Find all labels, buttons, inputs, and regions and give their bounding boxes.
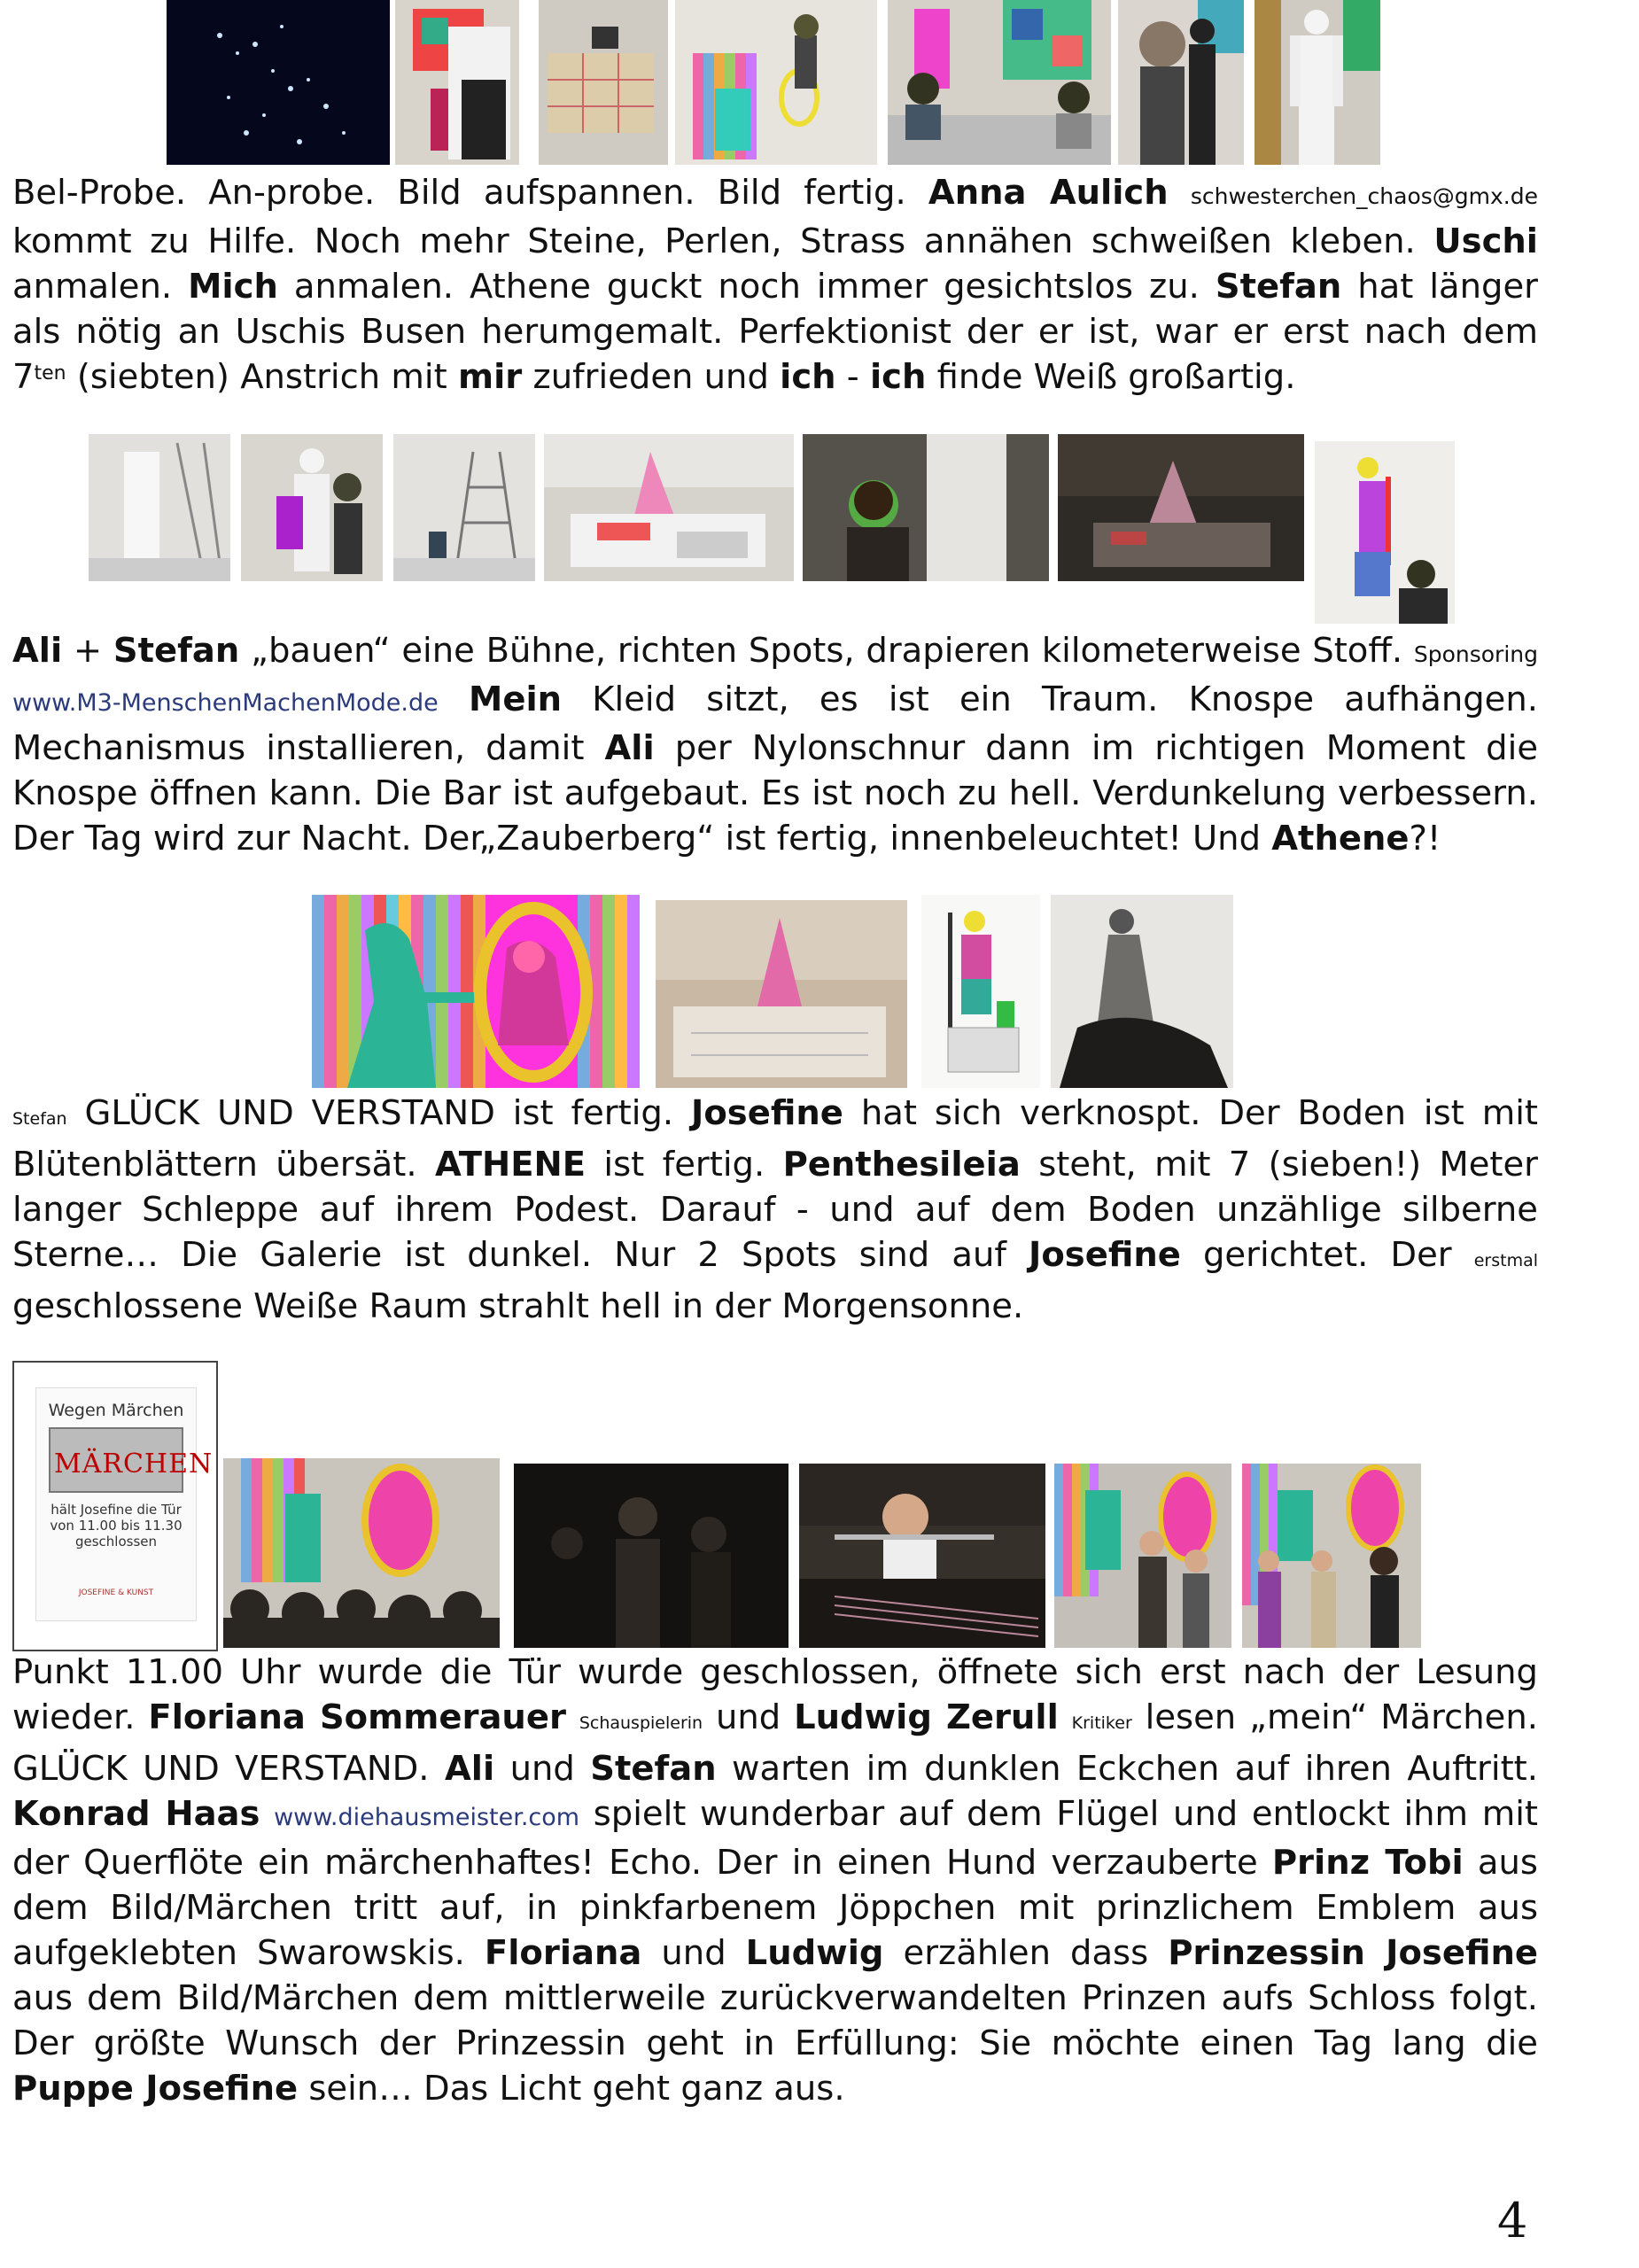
- text-p3-s1: GLÜCK UND VERSTAND ist fertig.: [66, 1093, 692, 1133]
- poster-line-1: hält Josefine die Tür: [50, 1502, 182, 1518]
- poster-title: Wegen Märchen: [48, 1401, 184, 1420]
- name-josefine-2: Josefine: [1029, 1235, 1181, 1275]
- text-p4-s8: und: [641, 1933, 746, 1973]
- text-p4-s3: lesen „mein“ Märchen. GLÜCK UND VERSTAND.: [12, 1697, 1538, 1789]
- text-p1-s6: (siebten) Anstrich mit: [66, 357, 458, 397]
- photo-finished-painting: [675, 0, 877, 165]
- name-stefan-3: Stefan: [590, 1749, 717, 1789]
- poster-image-text: MÄRCHEN: [54, 1449, 214, 1480]
- poster-logo: JOSEFINE & KUNST: [78, 1588, 154, 1597]
- name-uschi: Uschi: [1433, 221, 1538, 261]
- photo-audience-painting: [223, 1458, 500, 1648]
- email-anna: schwesterchen_chaos@gmx.de: [1190, 183, 1538, 209]
- name-ali-3: Ali: [444, 1749, 495, 1789]
- text-p2-s5: ?!: [1409, 819, 1441, 858]
- photo-wardrobe: [803, 434, 1049, 581]
- text-p1-s7: zufrieden und: [522, 357, 781, 397]
- name-josefine: Josefine: [691, 1093, 843, 1133]
- photo-mannequin-stage: [241, 434, 383, 581]
- word-ich-2: ich: [869, 357, 927, 397]
- text-p1-s9: finde Weiß großartig.: [926, 357, 1296, 397]
- photo-flute-piano: [799, 1464, 1045, 1648]
- name-prinzessin-josefine: Prinzessin Josefine: [1168, 1933, 1539, 1973]
- photo-dark-reading: [514, 1464, 788, 1648]
- photo-workshop-table: [888, 0, 1111, 165]
- photo-piano-stage: [544, 434, 794, 581]
- text-p4-s4: und: [494, 1749, 591, 1789]
- text-p1-s3: anmalen.: [12, 267, 189, 307]
- poster-line-3: geschlossen: [74, 1534, 158, 1550]
- name-penthesileia: Penthesileia: [782, 1145, 1021, 1184]
- role-schauspielerin: Schauspielerin: [579, 1713, 703, 1733]
- text-p4-s9: erzählen dass: [883, 1933, 1169, 1973]
- paragraph-1: [12, 170, 1538, 400]
- link-diehausmeister[interactable]: www.diehausmeister.com: [274, 1804, 580, 1831]
- text-p3-s2: hat sich verknospt. Der Boden ist mit Blütenblättern übersät.: [12, 1093, 1539, 1184]
- photo-glueck-und-verstand: [312, 895, 640, 1088]
- photo-canvas-floor: [539, 0, 668, 165]
- photo-reading-painting: [1054, 1464, 1231, 1648]
- text-p4-s1: Punkt 11.00 Uhr wurde die Tür wurde geschlossen, öffnete sich erst nach der Lesung wieder.: [12, 1652, 1538, 1737]
- photo-athene-statue: [921, 895, 1040, 1088]
- link-m3-menschenmachenmode[interactable]: www.M3-MenschenMachenMode.de: [12, 689, 439, 717]
- name-anna-aulich: Anna Aulich: [928, 173, 1169, 213]
- text-p4-s10: aus dem Bild/Märchen dem mittlerweile zurückverwandelten Prinzen aufs Schloss folgt. Der größte Wunsch der Prinzessin geht in Erfüllung: Sie möchte einen Tag lang die: [12, 1978, 1538, 2063]
- text-p1-s1: Bel-Probe. An-probe. Bild aufspannen. Bild fertig.: [12, 173, 928, 213]
- name-puppe-josefine: Puppe Josefine: [12, 2069, 299, 2109]
- text-p4-s2: und: [703, 1697, 795, 1737]
- photo-mannequin-painting: [395, 0, 519, 165]
- word-mich: Mich: [188, 267, 278, 307]
- name-stefan: Stefan: [1215, 267, 1342, 307]
- text-p4-s6: spielt wunderbar auf dem Flügel und entlockt ihm mit der Querflöte ein märchenhaftes! Echo. Der in einen Hund verzauberte: [12, 1794, 1538, 1883]
- photo-athene-painting: [1315, 441, 1455, 624]
- superscript-ten: ten: [34, 362, 66, 384]
- photo-bud-installation: [656, 900, 907, 1088]
- text-p1-s8: -: [835, 357, 870, 397]
- poster-image: [49, 1427, 214, 1493]
- name-ali: Ali: [12, 631, 63, 671]
- text-p2-s1: +: [62, 631, 113, 671]
- text-p1-s2: kommt zu Hilfe. Noch mehr Steine, Perlen, Strass annähen schweißen kleben.: [12, 221, 1434, 261]
- text-p3-s4: steht, mit 7 (sieben!) Meter langer Schleppe auf ihrem Podest. Darauf - und auf dem Boden unzählige silberne Sterne… Die Galerie ist dunkel. Nur 2 Spots sind auf: [12, 1145, 1538, 1275]
- label-sponsoring: Sponsoring: [1413, 641, 1538, 667]
- paragraph-3: [12, 1091, 1538, 1329]
- photo-ladder-stage: [393, 434, 535, 581]
- text-p2-s3: Kleid sitzt, es ist ein Traum. Knospe aufhängen. Mechanismus installieren, damit: [12, 680, 1538, 768]
- name-floriana-sommerauer: Floriana Sommerauer: [148, 1697, 566, 1737]
- name-ludwig: Ludwig: [745, 1933, 884, 1973]
- poster-wegen-maerchen: [12, 1361, 218, 1651]
- text-p1-s4: anmalen. Athene guckt noch immer gesichtslos zu.: [277, 267, 1216, 307]
- text-p3-s3: ist fertig.: [586, 1145, 783, 1184]
- text-p4-s11: sein… Das Licht geht ganz aus.: [298, 2069, 845, 2109]
- page-number: 4: [1497, 2193, 1528, 2249]
- name-stefan-2: Stefan: [113, 631, 240, 671]
- name-athene-caps: ATHENE: [434, 1145, 586, 1184]
- photo-painting-mannequin: [1118, 0, 1244, 165]
- word-mein: Mein: [469, 680, 563, 719]
- text-p3-s6: geschlossene Weiße Raum strahlt hell in der Morgensonne.: [12, 1286, 1024, 1326]
- text-p2-s4: per Nylonschnur dann im richtigen Moment die Knospe öffnen kann. Die Bar ist aufgebaut. Es ist noch zu hell. Verdunkelung verbessern. Der Tag wird zur Nacht. Der„Zauberberg“ ist fertig, innenbeleuchtet! Und: [12, 728, 1538, 858]
- photo-ladder-white: [89, 434, 230, 581]
- text-p4-s7: aus dem Bild/Märchen tritt auf, in pinkfarbenem Jöppchen mit prinzlichem Emblem aus aufgeklebten Swarowskis.: [12, 1843, 1538, 1973]
- text-p1-s5: hat länger als nötig an Uschis Busen herumgemalt. Perfektionist der er ist, war er erst nach dem 7: [12, 267, 1538, 397]
- paragraph-2: [12, 628, 1538, 861]
- photo-starry-dress: [167, 0, 390, 165]
- poster-inner: [35, 1387, 214, 1621]
- name-ali-2: Ali: [604, 728, 655, 768]
- photo-penthesileia: [1051, 895, 1233, 1088]
- name-athene: Athene: [1271, 819, 1410, 858]
- paragraph-4: [12, 1650, 1538, 2111]
- name-prinz-tobi: Prinz Tobi: [1271, 1843, 1464, 1883]
- name-ludwig-zerull: Ludwig Zerull: [794, 1697, 1059, 1737]
- poster-text: [36, 1502, 196, 1550]
- photo-stage-dark: [1058, 434, 1304, 581]
- text-p2-s2: „bauen“ eine Bühne, richten Spots, drapieren kilometerweise Stoff.: [239, 631, 1414, 671]
- signature-stefan: Stefan: [12, 1109, 67, 1129]
- text-p3-s5: gerichtet. Der: [1180, 1235, 1474, 1275]
- word-erstmal: erstmal: [1473, 1251, 1538, 1270]
- poster-line-2: von 11.00 bis 11.30: [50, 1518, 183, 1534]
- photo-white-mannequin: [1254, 0, 1380, 165]
- name-floriana: Floriana: [484, 1933, 642, 1973]
- photo-prinz-tobi: [1242, 1464, 1421, 1648]
- role-kritiker: Kritiker: [1071, 1713, 1132, 1733]
- word-mir: mir: [457, 357, 523, 397]
- text-p4-s5: warten im dunklen Eckchen auf ihren Auftritt.: [716, 1749, 1539, 1789]
- word-ich-1: ich: [780, 357, 836, 397]
- name-konrad-haas: Konrad Haas: [12, 1794, 260, 1834]
